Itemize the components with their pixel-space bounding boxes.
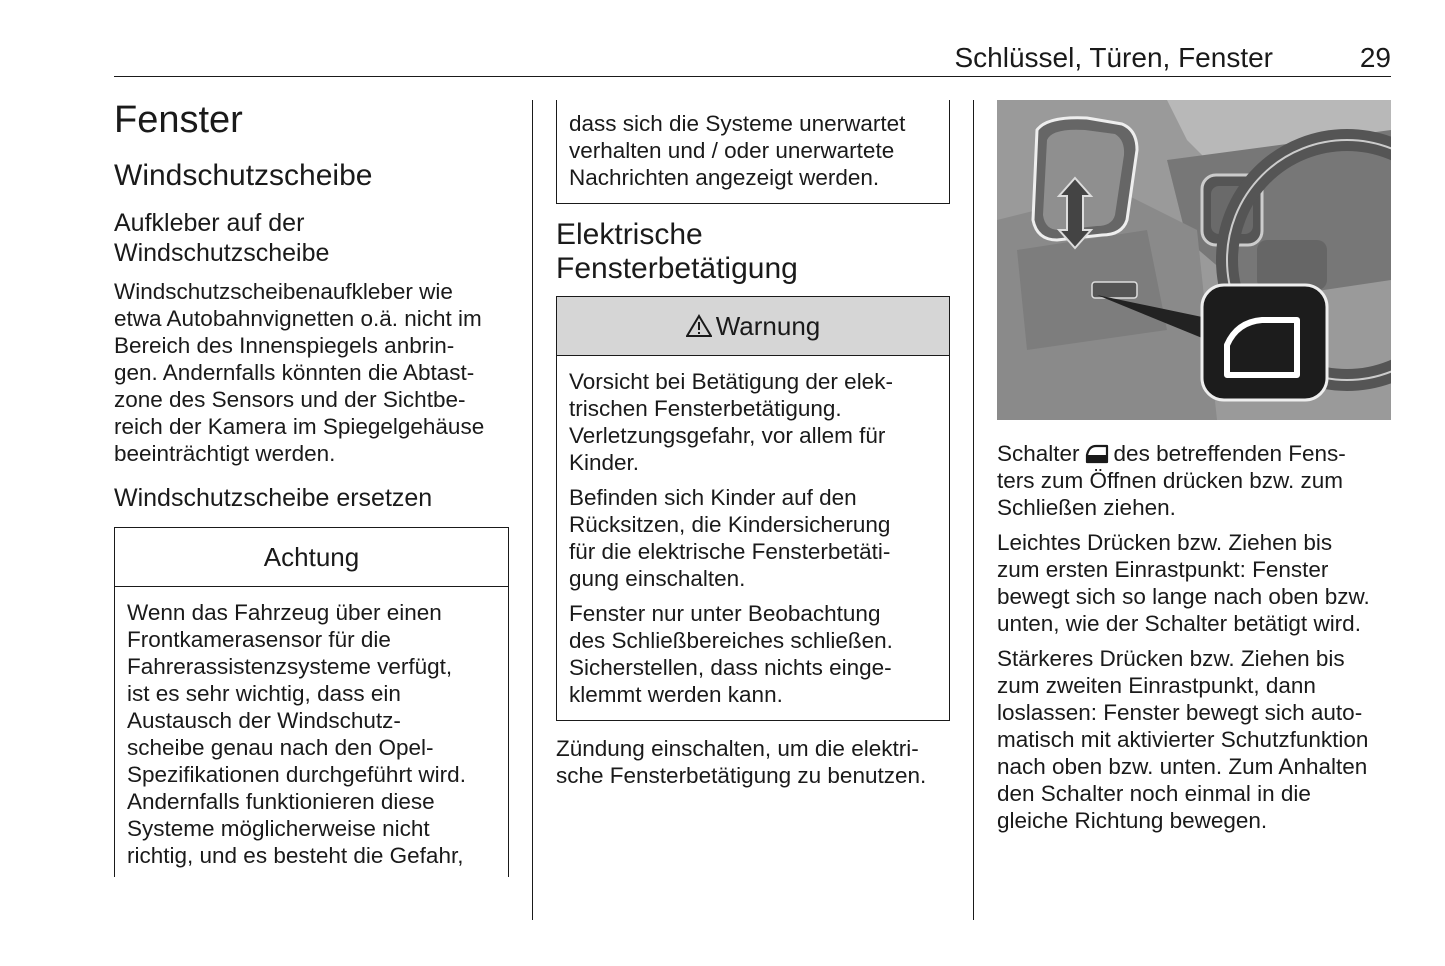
- text-fragment: des betreffenden Fens-: [1113, 441, 1346, 466]
- page-header: [114, 40, 1391, 77]
- warning-paragraph: [569, 368, 937, 476]
- warning-header: [557, 297, 949, 356]
- text-line: Verletzungsgefahr, vor allem für: [569, 423, 886, 448]
- firm-press-paragraph: [997, 645, 1397, 834]
- warning-paragraph: [569, 600, 937, 708]
- text-line: dass sich die Systeme unerwartet: [569, 111, 906, 136]
- column-2: [556, 100, 950, 797]
- text-line: zum zweiten Einrastpunkt, dann: [997, 673, 1316, 698]
- text-line: Stärkeres Drücken bzw. Ziehen bis: [997, 646, 1345, 671]
- text-line: Kinder.: [569, 450, 640, 475]
- text-line: Spezifikationen durchgeführt wird.: [127, 762, 466, 787]
- text-line: bewegt sich so lange nach oben bzw.: [997, 584, 1370, 609]
- caution-title: Achtung: [115, 528, 508, 587]
- text-line: Fenster nur unter Beobachtung: [569, 601, 881, 626]
- door-panel-illustration: [997, 100, 1391, 420]
- text-line: den Schalter noch einmal in die: [997, 781, 1311, 806]
- text-line: Andernfalls funktionieren diese: [127, 789, 435, 814]
- text-line: zone des Sensors und der Sichtbe-: [114, 387, 466, 412]
- text-line: Rücksitzen, die Kindersicherung: [569, 512, 891, 537]
- text-line: [997, 440, 1397, 467]
- topic-heading-replace: Windschutzscheibe ersetzen: [114, 484, 433, 512]
- warning-paragraph: [569, 484, 937, 592]
- text-line: Leichtes Drücken bzw. Ziehen bis: [997, 530, 1333, 555]
- subsection-title-line: Elektrische: [556, 218, 703, 251]
- door-panel-drawing: [997, 100, 1391, 420]
- text-line: Zündung einschalten, um die elektri-: [556, 736, 919, 761]
- text-line: richtig, und es besteht die Gefahr,: [127, 843, 464, 868]
- column-rule-1: [532, 100, 533, 920]
- text-line: Frontkamerasensor für die: [127, 627, 391, 652]
- topic-heading-line: Aufkleber auf der: [114, 209, 305, 237]
- text-line: verhalten und / oder unerwartete: [569, 138, 895, 163]
- text-line: gung einschalten.: [569, 566, 746, 591]
- text-line: Schließen ziehen.: [997, 495, 1176, 520]
- warning-body: [557, 356, 949, 720]
- topic-heading: [114, 208, 509, 268]
- text-line: für die elektrische Fensterbetäti-: [569, 539, 891, 564]
- text-line: gleiche Richtung bewegen.: [997, 808, 1268, 833]
- light-press-paragraph: [997, 529, 1397, 637]
- section-title: Fenster: [114, 99, 243, 141]
- text-line: reich der Kamera im Spiegelgehäuse: [114, 414, 485, 439]
- text-line: klemmt werden kann.: [569, 682, 783, 707]
- text-line: Sicherstellen, dass nichts einge-: [569, 655, 892, 680]
- text-line: loslassen: Fenster bewegt sich auto-: [997, 700, 1363, 725]
- text-line: Austausch der Windschutz-: [127, 708, 401, 733]
- text-line: ist es sehr wichtig, dass ein: [127, 681, 401, 706]
- text-line: trischen Fensterbetätigung.: [569, 396, 842, 421]
- ignition-paragraph: [556, 735, 950, 789]
- text-line: des Schließbereiches schließen.: [569, 628, 893, 653]
- text-line: Systeme möglicherweise nicht: [127, 816, 430, 841]
- caution-continuation: [556, 100, 950, 204]
- caution-body: [115, 587, 508, 869]
- column-3: [997, 440, 1397, 842]
- page-number: 29: [1359, 42, 1391, 73]
- warning-box: [556, 296, 950, 721]
- text-fragment: Schalter: [997, 441, 1080, 466]
- text-line: matisch mit aktivierter Schutzfunktion: [997, 727, 1369, 752]
- text-line: sche Fensterbetätigung zu benutzen.: [556, 763, 927, 788]
- subsection-title-line: Fensterbetätigung: [556, 252, 798, 285]
- text-line: beeinträchtigt werden.: [114, 441, 336, 466]
- text-line: nach oben bzw. unten. Zum Anhalten: [997, 754, 1368, 779]
- warning-title: Warnung: [715, 311, 821, 341]
- column-rule-2: [973, 100, 974, 920]
- sticker-paragraph: [114, 278, 509, 467]
- window-switch-icon: [1084, 443, 1110, 465]
- text-line: unten, wie der Schalter betätigt wird.: [997, 611, 1361, 636]
- text-line: gen. Andernfalls könnten die Abtast-: [114, 360, 475, 385]
- text-line: scheibe genau nach den Opel-: [127, 735, 434, 760]
- caution-box: [114, 527, 509, 877]
- header-title: Schlüssel, Türen, Fenster: [954, 42, 1273, 73]
- text-line: Bereich des Innenspiegels anbrin-: [114, 333, 455, 358]
- text-line: Vorsicht bei Betätigung der elek-: [569, 369, 893, 394]
- text-line: etwa Autobahnvignetten o.ä. nicht im: [114, 306, 482, 331]
- text-line: Fahrerassistenzsysteme verfügt,: [127, 654, 453, 679]
- switch-paragraph: [997, 440, 1397, 521]
- text-line: Windschutzscheibenaufkleber wie: [114, 279, 453, 304]
- text-line: Befinden sich Kinder auf den: [569, 485, 857, 510]
- text-line: ters zum Öffnen drücken bzw. zum: [997, 468, 1343, 493]
- column-1: [114, 98, 509, 877]
- subsection-title: Windschutzscheibe: [114, 159, 373, 192]
- topic-heading-line: Windschutzscheibe: [114, 239, 330, 267]
- text-line: zum ersten Einrastpunkt: Fenster: [997, 557, 1329, 582]
- text-line: Wenn das Fahrzeug über einen: [127, 600, 442, 625]
- subsection-title-windows: [556, 218, 950, 286]
- warning-triangle-icon: [686, 314, 712, 338]
- text-line: Nachrichten angezeigt werden.: [569, 165, 880, 190]
